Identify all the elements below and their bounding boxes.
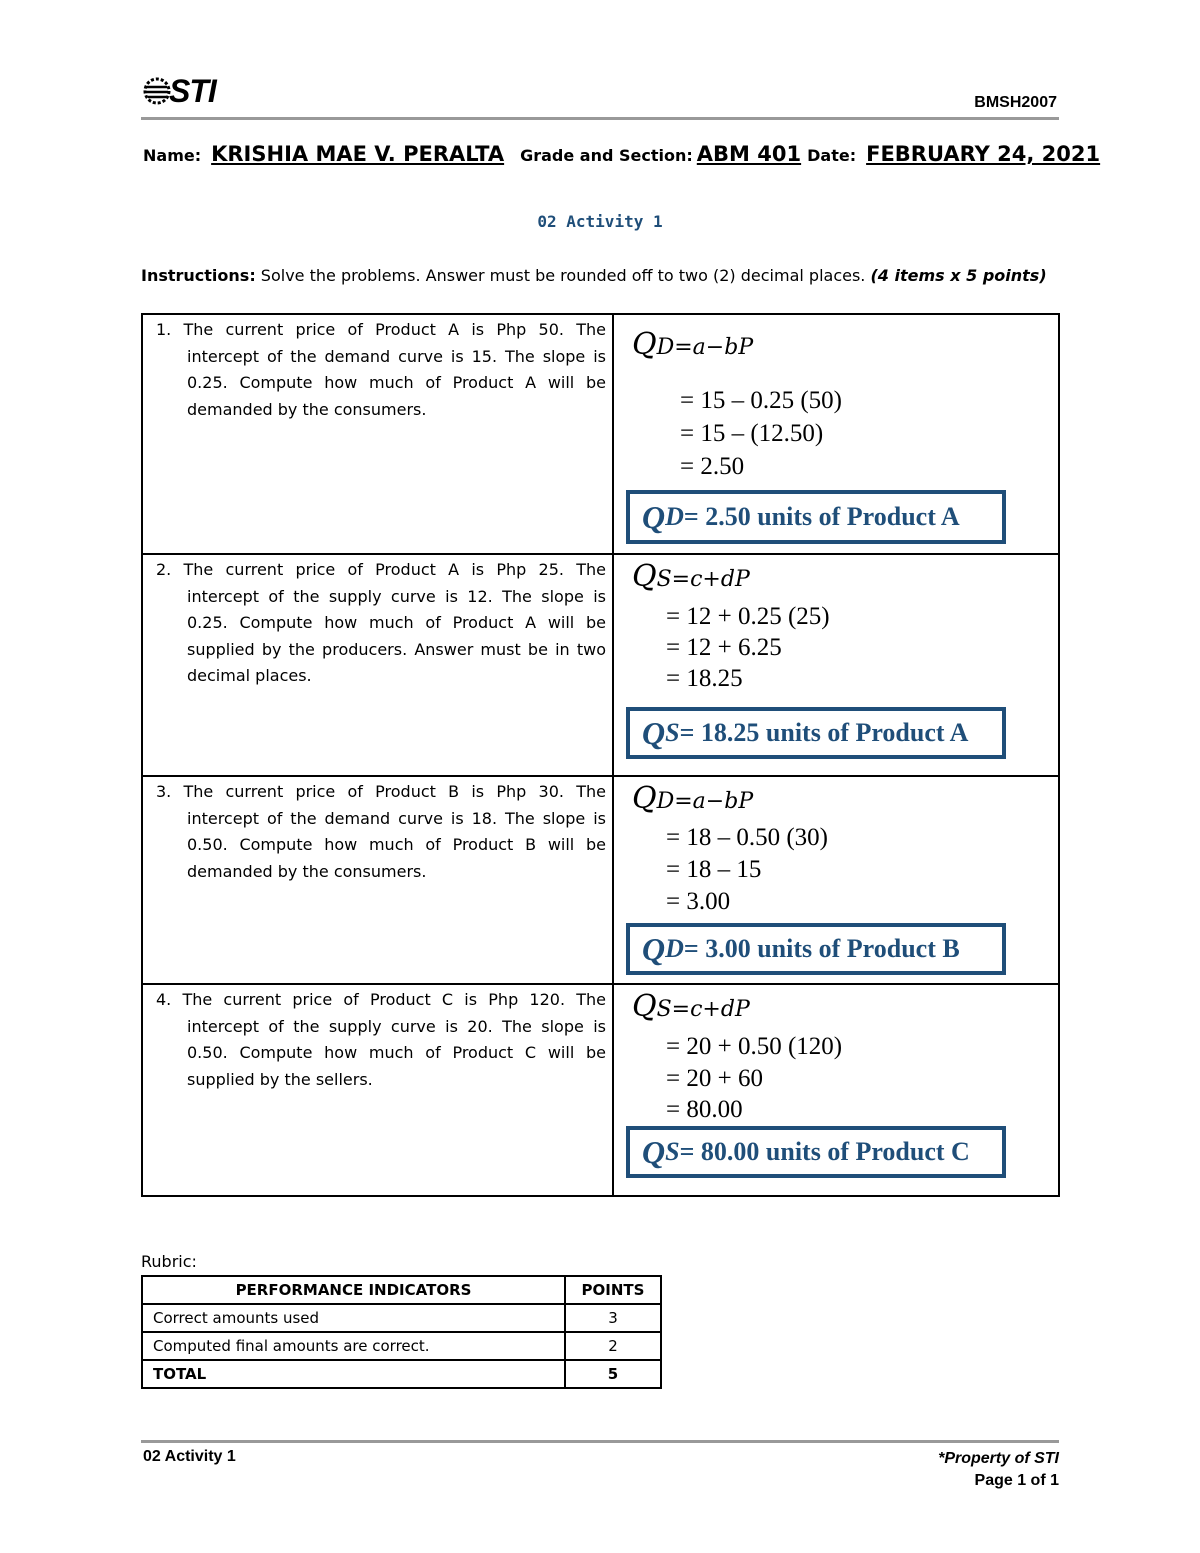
activity-title: 02 Activity 1 xyxy=(537,212,663,231)
formula: QD=a−bP xyxy=(632,781,754,816)
rubric-indicator: Computed final amounts are correct. xyxy=(142,1332,565,1360)
header-rule xyxy=(141,117,1059,120)
final-answer-box: Q S = 18.25 units of Product A xyxy=(626,707,1006,759)
solution-step: = 3.00 xyxy=(666,888,731,915)
final-answer-box: Q D = 3.00 units of Product B xyxy=(626,923,1006,975)
solution-step: = 18 – 0.50 (30) xyxy=(666,824,828,851)
answer-cell xyxy=(613,554,1059,776)
solution-step: = 80.00 xyxy=(666,1096,743,1123)
solution-step: = 20 + 0.50 (120) xyxy=(666,1033,843,1060)
rubric-row xyxy=(142,1332,661,1360)
footer-activity: 02 Activity 1 xyxy=(143,1448,236,1465)
question-text: 2. The current price of Product A is Php 25. The intercept of the supply curve is 12. The slope is 0.25. Compute how much of Product A will be supplied by the producers. Answer must be in two decimal places. xyxy=(156,560,606,685)
rubric-indicator: TOTAL xyxy=(142,1360,565,1388)
question-cell xyxy=(142,984,613,1196)
final-answer-box: Q S = 80.00 units of Product C xyxy=(626,1126,1006,1178)
solution-step: = 12 + 6.25 xyxy=(666,634,782,661)
grade-label: Grade and Section: xyxy=(520,146,693,165)
problems-table xyxy=(141,313,1060,1197)
name-label: Name: xyxy=(143,146,202,165)
student-info-line xyxy=(143,142,1101,166)
formula: QS=c+dP xyxy=(632,989,750,1024)
rubric-points: 5 xyxy=(565,1360,661,1388)
question-cell xyxy=(142,554,613,776)
sti-logo xyxy=(143,72,223,110)
date-label: Date: xyxy=(807,146,857,165)
rubric-row xyxy=(142,1360,661,1388)
course-code: BMSH2007 xyxy=(974,94,1057,111)
sti-globe-icon xyxy=(143,77,171,105)
rubric-label: Rubric: xyxy=(141,1252,197,1271)
col-indicator-header: PERFORMANCE INDICATORS xyxy=(142,1276,565,1304)
rubric-header-row xyxy=(142,1276,661,1304)
rubric-points: 3 xyxy=(565,1304,661,1332)
problem-row xyxy=(142,314,1059,554)
rubric-table xyxy=(141,1275,662,1389)
answer-cell xyxy=(613,314,1059,554)
instructions-points: (4 items x 5 points) xyxy=(870,266,1047,285)
answer-cell xyxy=(613,776,1059,984)
formula: QD=a−bP xyxy=(632,327,754,362)
problem-row xyxy=(142,984,1059,1196)
formula: QS=c+dP xyxy=(632,559,750,594)
footer-rule xyxy=(141,1440,1059,1443)
page-number: Page 1 of 1 xyxy=(974,1472,1059,1489)
solution-step: = 18 – 15 xyxy=(666,856,762,883)
question-text: 1. The current price of Product A is Php 50. The intercept of the demand curve is 15. The slope is 0.25. Compute how much of Product A will be demanded by the consumers. xyxy=(156,320,606,419)
question-cell xyxy=(142,776,613,984)
logo-text: STI xyxy=(169,72,216,109)
solution-step: = 15 – 0.25 (50) xyxy=(680,387,842,414)
final-answer-box: Q D = 2.50 units of Product A xyxy=(626,490,1006,544)
solution-step: = 20 + 60 xyxy=(666,1065,763,1092)
solution-step: = 15 – (12.50) xyxy=(680,420,824,447)
instructions xyxy=(141,263,1051,289)
rubric-row xyxy=(142,1304,661,1332)
student-name: KRISHIA MAE V. PERALTA xyxy=(211,142,505,166)
footer-property: *Property of STI xyxy=(938,1450,1059,1467)
solution-step: = 2.50 xyxy=(680,453,745,480)
rubric-points: 2 xyxy=(565,1332,661,1360)
problem-row xyxy=(142,776,1059,984)
question-cell xyxy=(142,314,613,554)
question-text: 4. The current price of Product C is Php 120. The intercept of the supply curve is 20. The slope is 0.50. Compute how much of Product C will be supplied by the sellers. xyxy=(156,990,606,1089)
rubric-indicator: Correct amounts used xyxy=(142,1304,565,1332)
answer-cell xyxy=(613,984,1059,1196)
footer-right xyxy=(938,1448,1059,1492)
question-text: 3. The current price of Product B is Php 30. The intercept of the demand curve is 18. The slope is 0.50. Compute how much of Product B will be demanded by the consumers. xyxy=(156,782,606,881)
solution-step: = 12 + 0.25 (25) xyxy=(666,603,830,630)
grade-section: ABM 401 xyxy=(696,142,802,166)
instructions-label: Instructions: xyxy=(141,266,256,285)
date-value: FEBRUARY 24, 2021 xyxy=(866,142,1101,166)
col-points-header: POINTS xyxy=(565,1276,661,1304)
instructions-text: Solve the problems. Answer must be rounded off to two (2) decimal places. xyxy=(255,266,871,285)
problem-row xyxy=(142,554,1059,776)
solution-step: = 18.25 xyxy=(666,665,743,692)
